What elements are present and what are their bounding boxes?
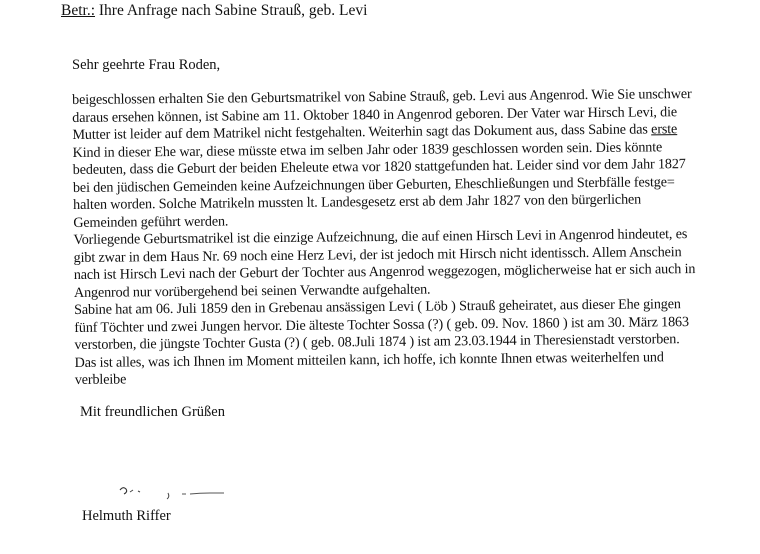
body-line: Das ist alles, was ich Ihnen im Moment mitteilen kann, ich hoffe, ich konnte Ihnen etwas weiterhelfen und xyxy=(74,348,664,371)
body-line: Gemeinden geführt werden. xyxy=(73,212,229,231)
salutation: Sehr geehrte Frau Roden, xyxy=(72,57,221,73)
subject-text: Ihre Anfrage nach Sabine Strauß, geb. Levi xyxy=(95,2,368,19)
body-line: halten worden. Solche Matrikeln mussten lt. Landesgesetz erst ab dem Jahr 1827 von den bürgerlichen xyxy=(73,191,642,213)
body-line: Angenrod nur vorübergehend bei seinen Verwandte aufgehalten. xyxy=(73,281,431,301)
body-line: verstorben, die jüngste Tochter Gusta (?) ( geb. 08.Juli 1874 ) ist am 23.03.1944 in Theresienstadt verstorben. xyxy=(74,331,680,353)
signer-name: Helmuth Riffer xyxy=(82,508,171,524)
body-line: nach ist Hirsch Levi nach der Geburt der Tochter aus Angenrod weggezogen, möglicherweise hat er sich auch in xyxy=(73,261,696,283)
closing: Mit freundlichen Grüßen xyxy=(80,404,225,420)
body-line: Kind in dieser Ehe war, diese müsste etwa im selben Jahr oder 1839 geschlossen worden sein. Dies könnte xyxy=(72,138,663,161)
body-line: fünf Töchter und zwei Jungen hervor. Die älteste Tochter Sossa (?) ( geb. 09. Nov. 1860 ) ist am 30. März 1863 xyxy=(74,313,689,336)
body-line: Sabine hat am 06. Juli 1859 den in Grebenau ansässigen Levi ( Löb ) Strauß geheiratet, aus dieser Ehe gingen xyxy=(74,296,681,318)
body-line: bedeuten, dass die Geburt der beiden Eheleute etwa vor 1820 stattgefunden hat. Leider sind vor dem Jahr 1827 xyxy=(72,156,686,178)
body-line: daraus ersehen können, ist Sabine am 11. Oktober 1840 in Angenrod geboren. Der Vater war Hirsch Levi, die xyxy=(72,103,678,126)
body-line: bei den jüdischen Gemeinden keine Aufzeichnungen über Geburten, Eheschließungen und Sterbfälle festge= xyxy=(72,173,675,196)
subject-label: Betr.: xyxy=(61,2,96,19)
signature xyxy=(110,480,250,500)
underlined-word: erste xyxy=(651,121,678,138)
body-line: beigeschlossen erhalten Sie den Geburtsmatrikel von Sabine Strauß, geb. Levi aus Angenrod. Wie Sie unschwer xyxy=(72,86,692,108)
body-line: gibt zwar in dem Haus Nr. 69 noch eine Herz Levi, der ist jedoch mit Hirsch nicht identissch. Allem Anschein xyxy=(73,243,682,266)
body-line: verbleibe xyxy=(74,371,127,388)
body-line-text: Mutter ist leider auf dem Matrikel nicht festgehalten. Weiterhin sagt das Dokument aus, dass Sabine das xyxy=(72,121,652,143)
body-line: Vorliegende Geburtsmatrikel ist die einzige Aufzeichnung, die auf einen Hirsch Levi in Angenrod hindeutet, es xyxy=(73,226,688,248)
